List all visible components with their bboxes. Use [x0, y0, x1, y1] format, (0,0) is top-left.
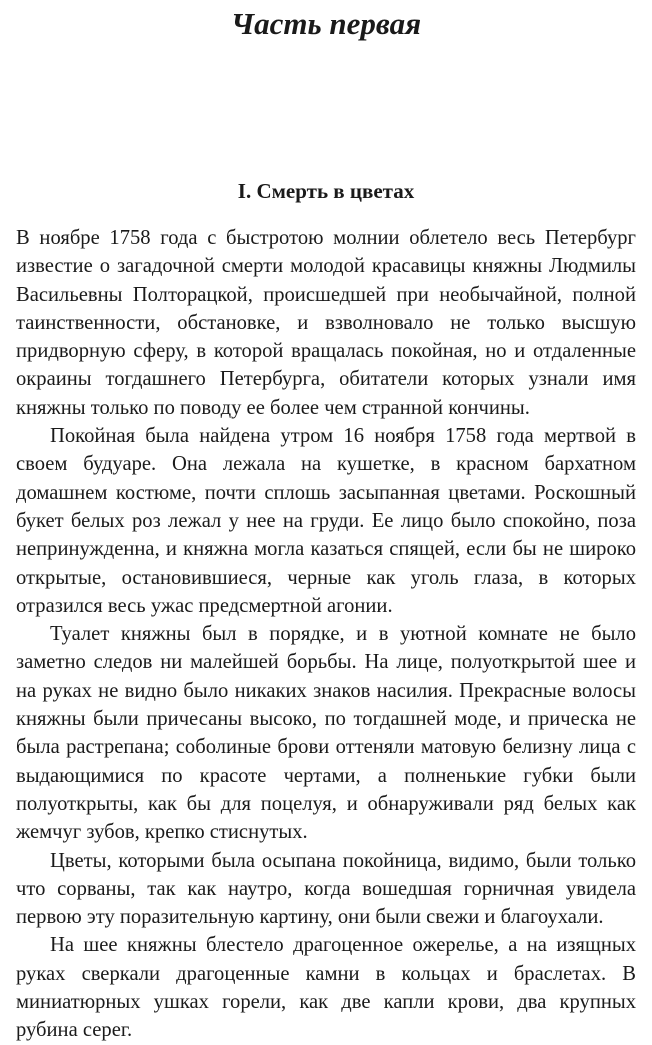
chapter-body [16, 224, 636, 1045]
paragraph-5: На шее княжны блестело драгоценное ожерелье, а на изящных руках сверкали драгоценные камни в кольцах и браслетах. В миниатюрных ушках горели, как две капли крови, два крупных рубина серег. [16, 934, 636, 1042]
part-title: Часть первая [230, 6, 422, 41]
paragraph-1: В ноябре 1758 года с быстротою молнии облетело весь Петербург известие о загадочной смерти молодой красавицы княжны Людмилы Васильевны Полторацкой, происшедшей при необычайной, полной таинственности, обстановке, и взволновало не только высшую придворную сферу, в которой вращалась покойная, но и отдаленные окраины тогдашнего Петербурга, обитатели которых узнали имя княжны только по поводу ее более чем странной кончины. [16, 227, 636, 419]
chapter-title: I. Смерть в цветах [237, 179, 415, 203]
paragraph-4: Цветы, которыми была осыпана покойница, видимо, были только что сорваны, так как наутро, когда вошедшая горничная увидела первою эту поразительную картину, они были свежи и благоухали. [16, 849, 636, 929]
paragraph-3: Туалет княжны был в порядке, и в уютной комнате не было заметно следов ни малейшей борьбы. На лице, полуоткрытой шее и на руках не видно было никаких знаков насилия. Прекрасные волосы княжны были причесаны высоко, по тогдашней моде, и прическа не была растрепана; соболиные брови оттеняли матовую белизну лица с выдающимися по красоте чертами, а полненькие губки были полуоткрыты, как бы для поцелуя, и обнаруживали ряд белых как жемчуг зубов, крепко стиснутых. [16, 623, 636, 844]
paragraph-2: Покойная была найдена утром 16 ноября 1758 года мертвой в своем будуаре. Она лежала на кушетке, в красном бархатном домашнем костюме, почти сплошь засыпанная цветами. Роскошный букет белых роз лежал у нее на груди. Ее лицо было спокойно, поза непринужденна, и княжна могла казаться спящей, если бы не широко открытые, остановившиеся, черные как уголь глаза, в которых отразился весь ужас предсмертной агонии. [16, 425, 636, 617]
